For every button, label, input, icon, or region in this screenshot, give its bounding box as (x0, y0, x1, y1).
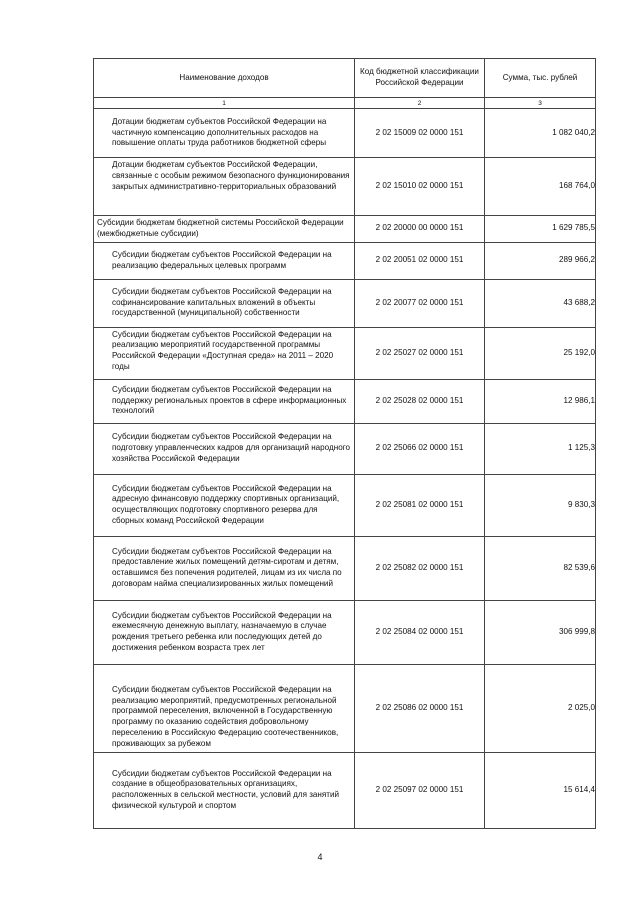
table-row (94, 158, 596, 216)
row-sum: 82 539,6 (485, 536, 596, 600)
row-code: 2 02 20051 02 0000 151 (355, 242, 485, 279)
header-code: Код бюджетной классификации Российской Федерации (355, 59, 485, 98)
table-row (94, 423, 596, 474)
row-sum: 1 082 040,2 (485, 109, 596, 158)
header-sum: Сумма, тыс. рублей (485, 59, 596, 98)
row-name: Субсидии бюджетам субъектов Российской Федерации на ежемесячную денежную выплату, назначаемую в случае рождения третьего ребенка или последующих детей до достижения ребенком возраста трех лет (112, 610, 332, 652)
column-number-row (94, 98, 596, 109)
row-name: Субсидии бюджетам бюджетной системы Российской Федерации (межбюджетные субсидии) (97, 218, 344, 238)
row-sum: 306 999,8 (485, 600, 596, 664)
row-sum: 168 764,0 (485, 158, 596, 216)
table-row (94, 279, 596, 327)
row-code: 2 02 25082 02 0000 151 (355, 536, 485, 600)
row-sum: 1 125,3 (485, 423, 596, 474)
row-sum: 12 986,1 (485, 379, 596, 423)
row-name: Субсидии бюджетам субъектов Российской Федерации на адресную финансовую поддержку спортивных организаций, осуществляющих подготовку спортивного резерва для сборных команд Российской Федерации (112, 483, 340, 525)
table-row (94, 242, 596, 279)
row-code: 2 02 25066 02 0000 151 (355, 423, 485, 474)
row-code: 2 02 25097 02 0000 151 (355, 752, 485, 828)
table-row (94, 536, 596, 600)
row-name: Субсидии бюджетам субъектов Российской Федерации на создание в общеобразовательных организациях, расположенных в сельской местности, условий для занятий физической культурой и спортом (112, 768, 340, 810)
table-row (94, 664, 596, 752)
table-row (94, 216, 596, 243)
row-code: 2 02 15010 02 0000 151 (355, 158, 485, 216)
row-sum: 9 830,3 (485, 474, 596, 536)
row-sum: 15 614,4 (485, 752, 596, 828)
row-name: Дотации бюджетам субъектов Российской Федерации на частичную компенсацию дополнительных расходов на повышение оплаты труда работников бюджетной сферы (112, 116, 327, 148)
row-name: Субсидии бюджетам субъектов Российской Федерации на софинансирование капитальных вложений в объекты государственной (муниципальной) собственности (112, 286, 332, 318)
row-sum: 2 025,0 (485, 664, 596, 752)
row-code: 2 02 25084 02 0000 151 (355, 600, 485, 664)
table-row (94, 752, 596, 828)
row-name: Субсидии бюджетам субъектов Российской Федерации на реализацию федеральных целевых программ (112, 249, 332, 270)
row-code: 2 02 25027 02 0000 151 (355, 327, 485, 379)
row-code: 2 02 25081 02 0000 151 (355, 474, 485, 536)
row-code: 2 02 20000 00 0000 151 (355, 216, 485, 243)
row-sum: 289 966,2 (485, 242, 596, 279)
revenue-table (93, 58, 596, 829)
table-header-row (94, 59, 596, 98)
table-row (94, 109, 596, 158)
row-code: 2 02 25086 02 0000 151 (355, 664, 485, 752)
row-name: Субсидии бюджетам субъектов Российской Федерации на реализацию мероприятий, предусмотренных региональной программой переселения, включенной в Государственную программу по оказанию содействия добровольному переселению в Российскую Федерацию соотечественников, проживающих за рубежом (112, 684, 339, 748)
row-code: 2 02 20077 02 0000 151 (355, 279, 485, 327)
row-name: Субсидии бюджетам субъектов Российской Федерации на реализацию мероприятий государственной программы Российской Федерации «Доступная среда» на 2011 – 2020 годы (112, 329, 334, 371)
row-name: Субсидии бюджетам субъектов Российской Федерации на поддержку региональных проектов в сфере информационных технологий (112, 384, 347, 416)
row-sum: 43 688,2 (485, 279, 596, 327)
row-sum: 25 192,0 (485, 327, 596, 379)
table-row (94, 379, 596, 423)
table-row (94, 327, 596, 379)
row-name: Дотации бюджетам субъектов Российской Федерации, связанные с особым режимом безопасного функционирования закрытых административно-территориальных образований (112, 160, 350, 191)
row-name: Субсидии бюджетам субъектов Российской Федерации на подготовку управленческих кадров для организаций народного хозяйства Российской Федерации (112, 432, 350, 463)
table-row (94, 600, 596, 664)
row-code: 2 02 15009 02 0000 151 (355, 109, 485, 158)
row-name: Субсидии бюджетам субъектов Российской Федерации на предоставление жилых помещений детям-сиротам и детям, оставшимся без попечения родителей, лицам из их числа по договорам найма специализированных жилых помещений (112, 546, 342, 588)
column-number: 3 (485, 98, 596, 109)
table-row (94, 474, 596, 536)
column-number: 2 (355, 98, 485, 109)
page-number: 4 (317, 852, 323, 862)
row-code: 2 02 25028 02 0000 151 (355, 379, 485, 423)
column-number: 1 (94, 98, 355, 109)
header-name: Наименование доходов (94, 59, 355, 98)
row-sum: 1 629 785,5 (485, 216, 596, 243)
